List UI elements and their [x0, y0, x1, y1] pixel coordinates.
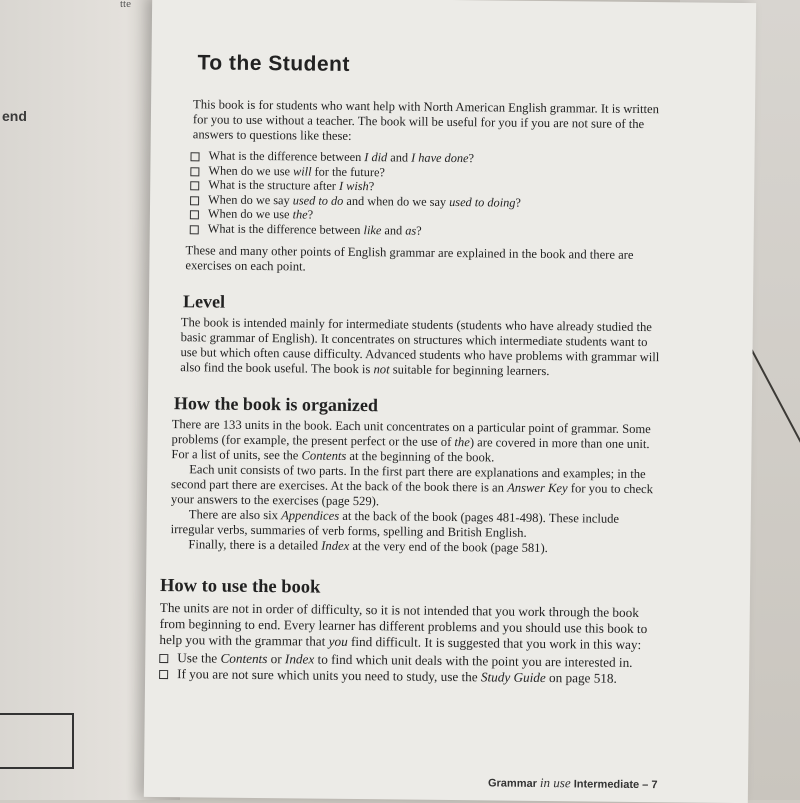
question-item: What is the difference between I did and I have done?	[190, 148, 666, 167]
checkbox-icon	[159, 654, 168, 663]
left-page-box	[0, 713, 74, 769]
page-number: – 7	[642, 779, 658, 792]
footer-level: Intermediate	[573, 778, 640, 792]
intro-paragraph: This book is for students who want help with North American English grammar. It is written for you to use without a teacher. The book will be useful for you if you are not sure of the answers to questions like these:	[192, 97, 660, 143]
footer-brand-script: in use	[539, 774, 571, 791]
checkbox-icon	[190, 152, 199, 161]
question-item: When do we use the?	[190, 206, 666, 225]
use-list-item: Use the Contents or Index to find which unit deals with the point you are interested in.	[159, 650, 661, 671]
page-title: To the Student	[197, 51, 351, 76]
checkbox-icon	[190, 210, 199, 219]
organized-heading: How the book is organized	[173, 393, 379, 416]
use-heading: How to use the book	[159, 575, 321, 598]
checkbox-icon	[159, 670, 168, 679]
organized-paragraph-3: There are also six Appendices at the back of the book (pages 481-498). These include irregular verbs, summaries of verb forms, spelling and British English.	[170, 507, 620, 540]
use-paragraph: The units are not in order of difficulty, so it is not intended that you work through the book from beginning to end. Every learner has different problems and you should use this book to help you with the grammar that you find difficult. It is suggested that you work in this way:	[159, 599, 648, 653]
organized-paragraph-2: Each unit consists of two parts. In the first part there are explanations and examples; in the second part there are exercises. At the back of the book there is an Answer Key for you to check your answers to the exercises (page 529).	[170, 462, 654, 509]
use-section	[159, 575, 662, 687]
question-list	[190, 148, 667, 240]
checkbox-icon	[190, 167, 199, 176]
use-list	[159, 650, 661, 687]
checkbox-icon	[190, 225, 199, 234]
intro-summary: These and many other points of English grammar are explained in the book and there are exercises on each point.	[185, 243, 634, 274]
checkbox-icon	[190, 181, 199, 190]
organized-paragraph-1: There are 133 units in the book. Each unit concentrates on a particular point of grammar. Some problems (for example, the present perfect or the use of the) are covered in more than one unit. For a list of units, see the Contents at the beginning of the book.	[171, 417, 651, 465]
page-content	[159, 51, 668, 687]
question-item: When do we use will for the future?	[190, 163, 666, 182]
use-list-item: If you are not sure which units you need to study, use the Study Guide on page 518.	[159, 666, 661, 687]
question-item: What is the difference between like and as?	[190, 221, 666, 240]
level-paragraph: The book is intended mainly for intermediate students (students who have already studied the basic grammar of English). It concentrates on structures which intermediate students want to use but which often cause difficulty. Advanced students who have problems with grammar will also find the book useful. The book is not suitable for beginning learners.	[180, 315, 660, 379]
level-heading: Level	[182, 291, 226, 312]
left-page-fragment: end	[2, 108, 27, 124]
organized-paragraph-4: Finally, there is a detailed Index at the very end of the book (page 581).	[188, 537, 548, 556]
organized-section	[170, 393, 664, 557]
left-page-fragment-top: tte	[120, 0, 131, 10]
question-item: What is the structure after I wish?	[190, 177, 666, 196]
page-footer	[488, 774, 658, 792]
checkbox-icon	[190, 196, 199, 205]
footer-brand: Grammar	[487, 777, 537, 790]
question-item: When do we say used to do and when do we say used to doing?	[190, 192, 666, 211]
book-page	[144, 0, 756, 803]
